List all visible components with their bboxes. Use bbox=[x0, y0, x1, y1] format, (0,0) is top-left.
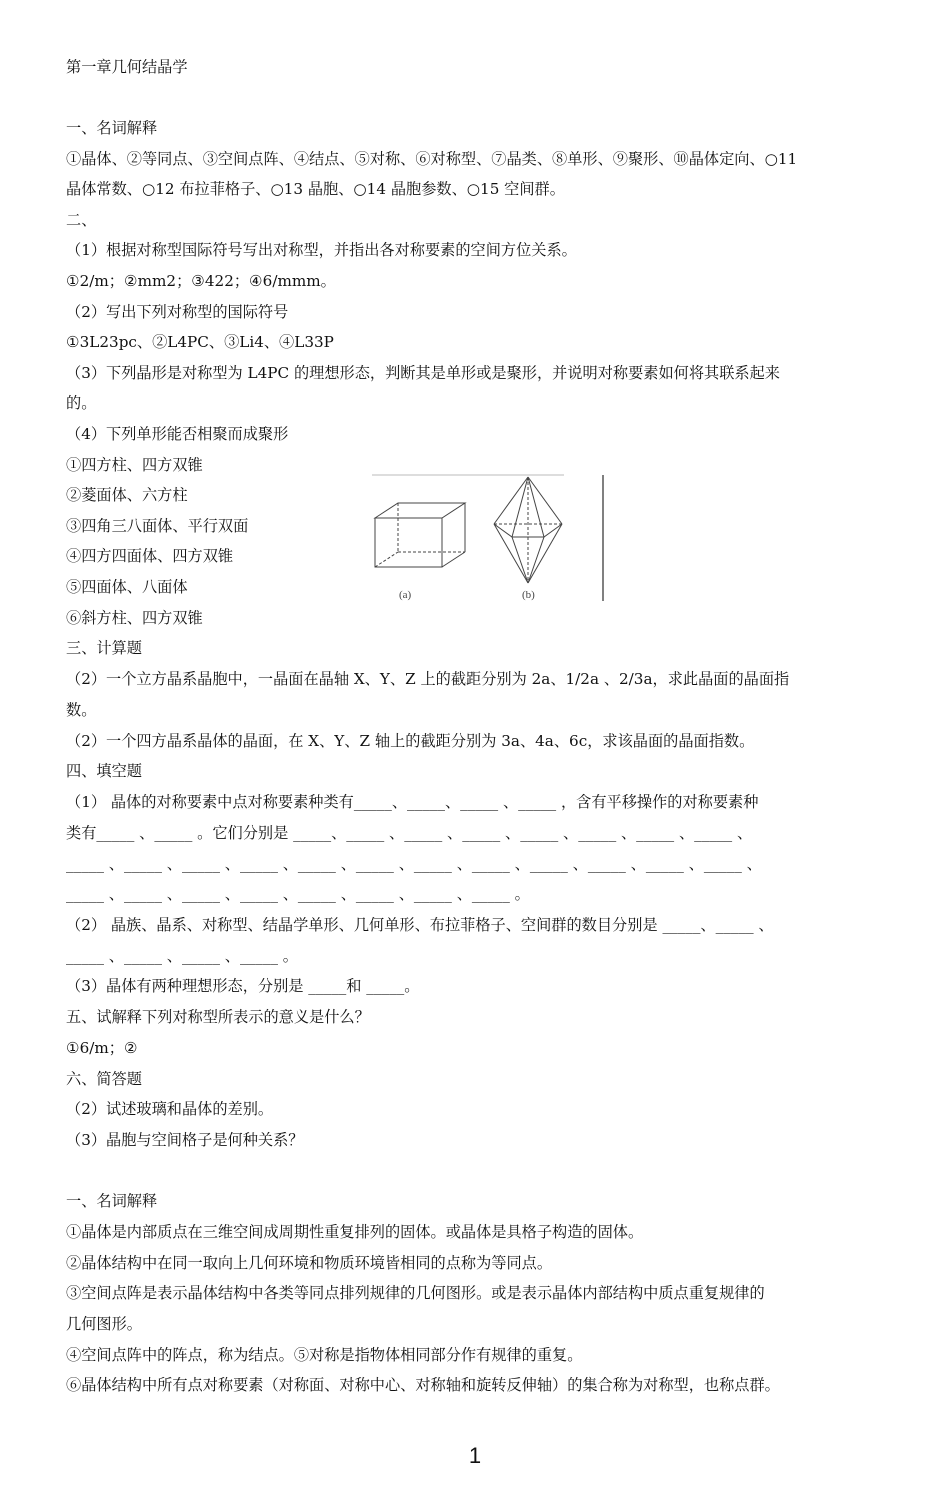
answer-line: ③空间点阵是表示晶体结构中各类等同点排列规律的几何图形。或是表示晶体内部结构中质点重复规律的 bbox=[66, 1284, 765, 1302]
question-line: ①3L23pc、②L4PC、③Li4、④L33P bbox=[66, 333, 334, 351]
question-line: ①2/m；②mm2；③422；④6/mmm。 bbox=[66, 272, 336, 290]
paragraph-line: ①晶体、②等同点、③空间点阵、④结点、⑤对称、⑥对称型、⑦晶类、⑧单形、⑨聚形、⑩晶体定向、○11 bbox=[66, 150, 798, 168]
section-heading: 六、简答题 bbox=[66, 1070, 142, 1088]
question-line: _____ 、_____ 、_____ 、_____ 、_____ 、_____ 、_____ 、_____ 、_____ 、_____ 、_____ 、_____ 、 bbox=[66, 855, 762, 873]
question-line: 数。 bbox=[66, 701, 97, 719]
question-line: ①6/m；② bbox=[66, 1039, 138, 1057]
section-heading: 二、 bbox=[66, 211, 97, 229]
prism-drawing bbox=[375, 503, 465, 567]
section-heading: 三、计算题 bbox=[66, 639, 142, 657]
question-line: （3）晶胞与空间格子是何种关系？ bbox=[66, 1131, 304, 1149]
list-item: ②菱面体、六方柱 bbox=[66, 486, 188, 504]
list-item: ③四角三八面体、平行双面 bbox=[66, 517, 249, 535]
answer-line: ④空间点阵中的阵点，称为结点。⑤对称是指物体相同部分作有规律的重复。 bbox=[66, 1346, 583, 1364]
answer-line: ①晶体是内部质点在三维空间成周期性重复排列的固体。或晶体是具格子构造的固体。 bbox=[66, 1223, 644, 1241]
figure-label-b: (b) bbox=[522, 589, 535, 601]
bipyramid-drawing bbox=[494, 477, 562, 583]
figure-label-a: (a) bbox=[399, 589, 412, 601]
crystal-form-figure bbox=[372, 473, 608, 603]
question-line: _____ 、_____ 、_____ 、_____ 。 bbox=[66, 947, 298, 965]
question-line: （2）试述玻璃和晶体的差别。 bbox=[66, 1100, 274, 1118]
section-heading: 一、名词解释 bbox=[66, 1192, 158, 1210]
list-item: ①四方柱、四方双锥 bbox=[66, 456, 203, 474]
answer-line: ②晶体结构中在同一取向上几何环境和物质环境皆相同的点称为等同点。 bbox=[66, 1254, 552, 1272]
answer-line: 几何图形。 bbox=[66, 1315, 142, 1333]
list-item: ④四方四面体、四方双锥 bbox=[66, 547, 234, 565]
question-line: （1） 晶体的对称要素中点对称要素种类有_____、_____、_____ 、_____ ，含有平移操作的对称要素种 bbox=[66, 793, 759, 811]
question-line: 的。 bbox=[66, 394, 97, 412]
list-item: ⑥斜方柱、四方双锥 bbox=[66, 609, 203, 627]
question-line: （2）一个立方晶系晶胞中，一晶面在晶轴 X、Y、Z 上的截距分别为 2a、1/2a 、2/3a，求此晶面的晶面指 bbox=[66, 670, 790, 688]
list-item: ⑤四面体、八面体 bbox=[66, 578, 188, 596]
question-line: （2）一个四方晶系晶体的晶面，在 X、Y、Z 轴上的截距分别为 3a、4a、6c，求该晶面的晶面指数。 bbox=[66, 732, 755, 750]
section-heading: 五、试解释下列对称型所表示的意义是什么？ bbox=[66, 1008, 370, 1026]
question-line: （2）写出下列对称型的国际符号 bbox=[66, 303, 289, 321]
question-line: （3）晶体有两种理想形态，分别是 _____和 _____。 bbox=[66, 977, 420, 995]
chapter-title: 第一章几何结晶学 bbox=[66, 58, 188, 76]
question-line: （3）下列晶形是对称型为 L4PC 的理想形态，判断其是单形或是聚形，并说明对称要素如何将其联系起来 bbox=[66, 364, 780, 382]
question-line: （1）根据对称型国际符号写出对称型，并指出各对称要素的空间方位关系。 bbox=[66, 241, 577, 259]
question-line: 类有_____ 、_____ 。它们分别是 _____、_____ 、_____ 、_____ 、_____ 、_____ 、_____ 、_____ 、 bbox=[66, 824, 753, 842]
crystal-forms-drawing bbox=[372, 473, 608, 603]
section-heading: 四、填空题 bbox=[66, 762, 142, 780]
page-number: 1 bbox=[468, 1443, 482, 1468]
question-line: _____ 、_____ 、_____ 、_____ 、_____ 、_____ 、_____ 、_____ 。 bbox=[66, 885, 530, 903]
section-heading: 一、名词解释 bbox=[66, 119, 158, 137]
question-line: （4）下列单形能否相聚而成聚形 bbox=[66, 425, 289, 443]
question-line: （2） 晶族、晶系、对称型、结晶学单形、几何单形、布拉菲格子、空间群的数目分别是 _____、_____ 、 bbox=[66, 916, 774, 934]
paragraph-line: 晶体常数、○12 布拉菲格子、○13 晶胞、○14 晶胞参数、○15 空间群。 bbox=[66, 180, 565, 198]
answer-line: ⑥晶体结构中所有点对称要素（对称面、对称中心、对称轴和旋转反伸轴）的集合称为对称型，也称点群。 bbox=[66, 1376, 780, 1394]
